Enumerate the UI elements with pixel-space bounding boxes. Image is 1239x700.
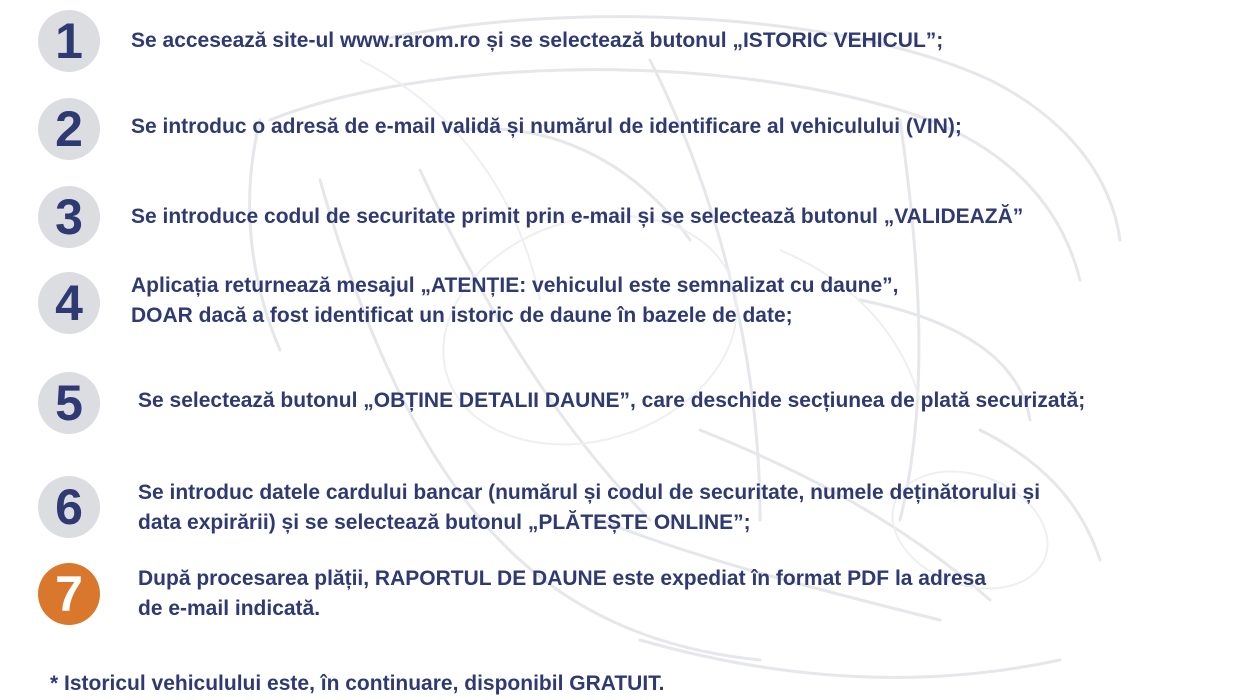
step-number-badge: 2 — [38, 98, 100, 160]
step-text — [131, 112, 962, 142]
step-line: După procesarea plății, RAPORTUL DE DAUNE este expediat în format PDF la adresa — [138, 567, 987, 590]
step-number-badge: 5 — [38, 372, 100, 434]
step-line: Se introduc datele cardului bancar (numărul și codul de securitate, numele deținătorului și — [138, 481, 1041, 504]
step-text — [138, 386, 1085, 416]
step-line: Se introduce codul de securitate primit prin e-mail și se selectează butonul „VALIDEAZĂ” — [131, 205, 1024, 228]
step-line: de e-mail indicată. — [138, 597, 321, 620]
step-text — [131, 202, 1023, 232]
step-line: Aplicația returnează mesajul „ATENȚIE: vehiculul este semnalizat cu daune”, — [131, 274, 899, 297]
step-line: DOAR dacă a fost identificat un istoric de daune în bazele de date; — [131, 304, 793, 327]
step-line: Se accesează site-ul www.rarom.ro și se selectează butonul „ISTORIC VEHICUL”; — [131, 29, 944, 52]
step-text — [131, 271, 899, 331]
step-text — [131, 26, 943, 56]
step-number-badge: 7 — [38, 563, 100, 625]
step-line: data expirării) și se selectează butonul „PLĂTEȘTE ONLINE”; — [138, 511, 751, 534]
step-line: Se selectează butonul „OBȚINE DETALII DAUNE”, care deschide secțiunea de plată securizată; — [138, 389, 1086, 412]
step-number-badge: 6 — [38, 476, 100, 538]
step-text — [138, 564, 986, 624]
step-text — [138, 478, 1040, 538]
step-number-badge: 4 — [38, 272, 100, 334]
footnote: * Istoricul vehiculului este, în continuare, disponibil GRATUIT. — [50, 672, 665, 695]
step-line: Se introduc o adresă de e-mail validă și numărul de identificare al vehiculului (VIN); — [131, 115, 962, 138]
step-number-badge: 3 — [38, 186, 100, 248]
step-number-badge: 1 — [38, 10, 100, 72]
